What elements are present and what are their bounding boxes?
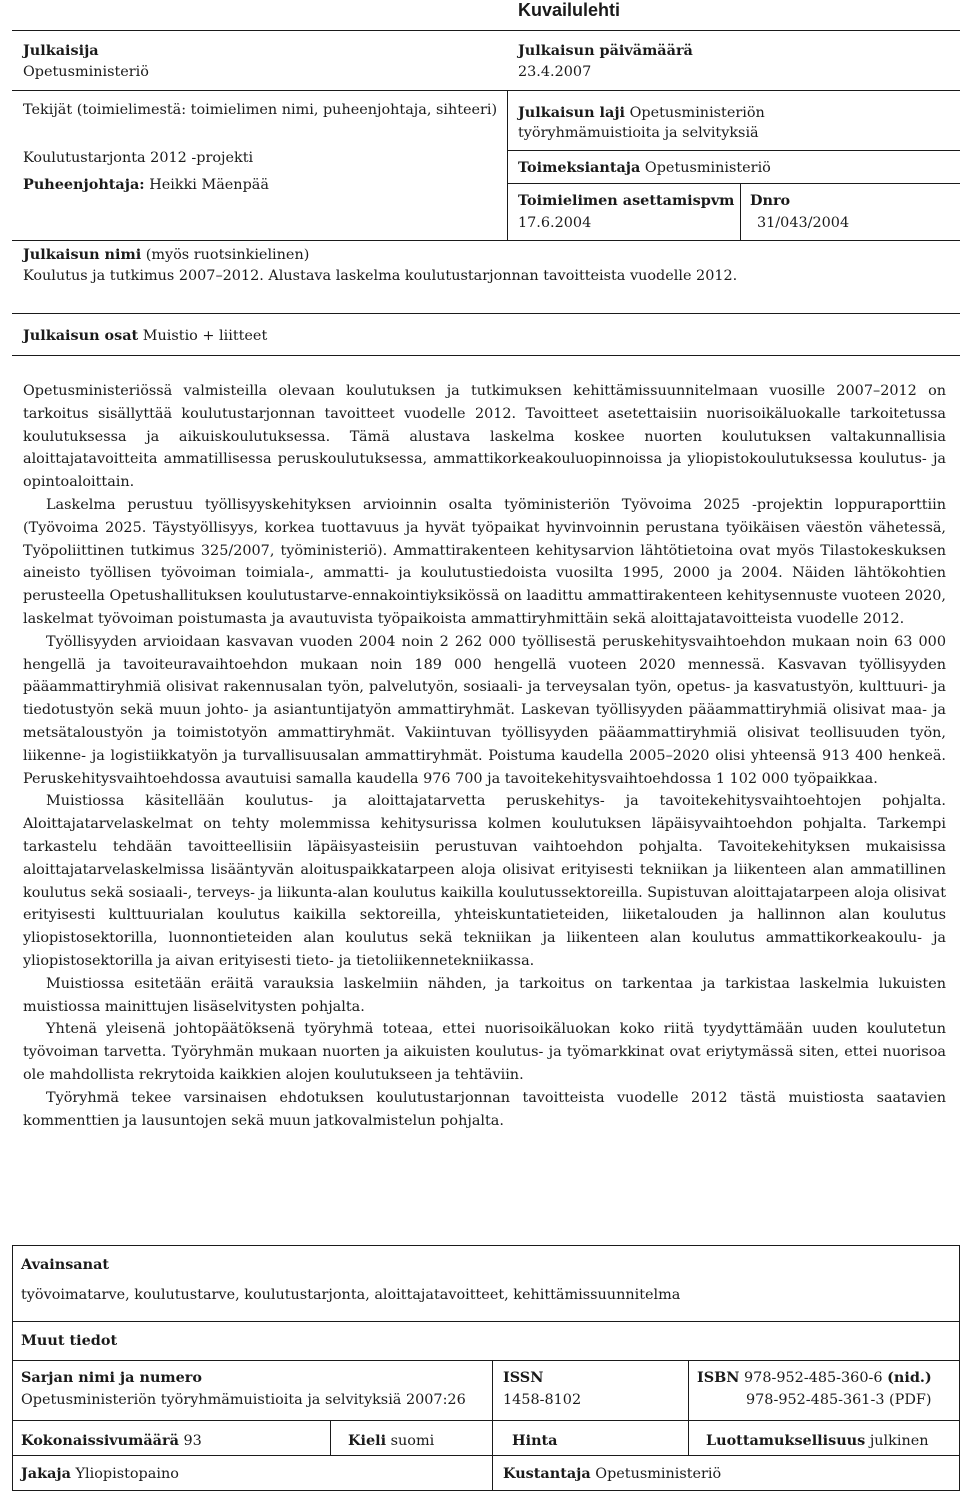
appointment-date-label: Toimielimen asettamispvm — [518, 192, 735, 209]
publication-date-value: 23.4.2007 — [518, 64, 592, 80]
top-rule — [12, 30, 960, 31]
rule-above-keywords — [12, 1245, 960, 1246]
dnro-divider — [740, 183, 741, 240]
publication-type-value-1: Opetusministeriön — [629, 105, 765, 121]
publication-name-label-note: (myös ruotsinkielinen) — [145, 247, 310, 263]
abstract-paragraph: Laskelma perustuu työllisyyskehityksen arvioinnin osalta työministeriön Työvoima 2025 -projektin loppuraporttiin (Työvoima 2025. Täystyöllisyys, korkea tuottavuus ja hyvät työpaikat hyvinvoinnin perustana työikäisen väestön vähetessä, Työpoliittinen tutkimus 325/2007, työministeriö). Ammattirakenteen kehitysarvion lähtötietoina ovat myös Tilastokeskuksen aineisto työllisen työvoiman toimiala-, ammatti- ja koulutustiedoista vuosilta 1995, 2000 ja 2004. Näiden lähtökohtien perusteella Opetushallituksen koulutustarve-ennakointiyksikössä on laadittu ammattirakenteen kehitysennuste vuoteen 2020, laskelmat työvoiman poistumasta ja avautuvista työpaikoista ammattiryhmittäin sekä aloittajatavoitteista vuodelle 2012. — [23, 496, 946, 627]
abstract-paragraph: Yhtenä yleisenä johtopäätöksenä työryhmä toteaa, ettei nuorisoikäluokan koko riitä tyydyttämään uuden koulutetun työvoiman tarvetta. Työryhmän mukaan nuorten ja aikuisten koulutus- ja työmarkkinat ovat eriytymässä siten, ettei nuorisoa ole mahdollista rekrytoida kaikkien alojen koulutukseen ja tehtäviin. — [23, 1021, 946, 1083]
page-count-value: 93 — [183, 1433, 202, 1449]
language-value: suomi — [390, 1433, 435, 1449]
rule-above-abstract — [12, 355, 960, 356]
price-confidentiality-divider — [688, 1420, 689, 1455]
isbn-value-1: 978-952-485-360-6 — [744, 1370, 883, 1386]
publication-name-value: Koulutus ja tutkimus 2007–2012. Alustava laskelma koulutustarjonnan tavoitteista vuodelle 2012. — [23, 268, 738, 284]
appointment-date-value: 17.6.2004 — [518, 215, 592, 231]
dnro-label: Dnro — [750, 192, 791, 209]
distributor-publisher-divider — [492, 1455, 493, 1490]
series-value: Opetusministeriön työryhmämuistioita ja selvityksiä 2007:26 — [21, 1392, 466, 1408]
language — [348, 1432, 434, 1449]
pages-language-divider — [330, 1420, 331, 1455]
rule-under-type — [507, 150, 960, 151]
rule-above-series — [12, 1360, 960, 1361]
authors-body-name: Koulutustarjonta 2012 -projekti — [23, 150, 254, 166]
language-price-divider — [492, 1420, 493, 1455]
isbn-value-1-note: (nid.) — [887, 1369, 932, 1386]
issn-value: 1458-8102 — [503, 1392, 582, 1408]
commissioned-by-value: Opetusministeriö — [644, 160, 771, 176]
abstract-paragraph: Työllisyyden arvioidaan kasvavan vuoden 2004 noin 2 262 000 työllisestä peruskehitysvaihtoehdon mukaan noin 63 000 hengellä ja tavoiteuravaihtoehdon mukaan noin 189 000 hengellä vuoteen 2020 mennessä. Kasvavan työllisyyden pääammattiryhmiä olisivat rakennusalan työn, palvelutyön, sosiaali- ja terveysalan työn, opetus- ja kasvatustyön, kulttuuri- ja tiedotustyön sekä muun johto- ja asiantuntijatyön ammattiryhmät. Laskevan työllisyyden pääammattiryhmiä olisivat maa- ja metsätaloustyön ja toimistotyön ammattiryhmät. Vakiintuvan työllisyyden pääammattiryhmiä olisivat teollisuuden työn, liikenne- ja logistiikkatyön ja turvallisuusalan ammattiryhmät. Poistuma kaudella 2005–2020 olisi yhteensä 913 400 henkeä. Peruskehitysvaihtoehdossa avautuisi samalla kaudella 976 700 ja tavoitekehitysvaihtoehdossa 1 102 000 työpaikkaa. — [23, 633, 946, 787]
abstract-paragraph: Muistiossa käsitellään koulutus- ja aloittajatarvetta peruskehitys- ja tavoitekehitysvaihtoehtojen pohjalta. Aloittajatarvelaskelmat on tehty molemmissa kehitysurissa kolmen koulutuksen läpäisyvaihtoehdon pohjalta. Tarkempi tarkastelu tehdään tavoitteellisiin läpäisyasteisiin perustuvan vaihtoehdon pohjalta. Tavoitekehityksen mukaisissa aloittajatarvelaskelmissa lisääntyvän aloituspaikkatarpeen aloja olisivat erityisesti tekniikan ja liikenteen alan ammatillinen koulutus sekä sosiaali-, terveys- ja liikunta-alan koulutus kaikilla koulutussektoreilla. Supistuvan aloittajatarpeen aloja olisivat erityisesti kulttuurialan koulutus kaikilla sektoreilla, yhteiskuntatieteiden, liiketalouden ja hallinnon alan koulutus yliopistosektorilla, luonnontieteiden alan koulutus sekä tekniikan ja liikenteen alan koulutus ammattikorkeakoulu- ja yliopistosektorilla ja aivan erityisesti tieto- ja tietoliikennetekniikassa. — [23, 793, 946, 969]
distributor-label: Jakaja — [21, 1465, 71, 1482]
abstract-paragraph: Työryhmä tekee varsinaisen ehdotuksen koulutustarjonnan tavoitteista vuodelle 2012 tästä muistiosta saatavien kommenttien ja lausuntojen sekä muun jatkovalmistelun pohjalta. — [23, 1089, 946, 1129]
abstract — [23, 380, 946, 1132]
publication-name-label-text: Julkaisun nimi — [23, 246, 142, 263]
distributor — [21, 1465, 179, 1482]
publisher-company — [503, 1465, 721, 1482]
issn-label: ISSN — [503, 1369, 544, 1386]
confidentiality-value: julkinen — [869, 1433, 929, 1449]
publication-parts-label: Julkaisun osat — [23, 327, 139, 344]
publisher-value: Opetusministeriö — [23, 64, 149, 80]
rule-above-parts — [12, 313, 960, 314]
publication-type — [518, 104, 765, 121]
publisher-company-value: Opetusministeriö — [595, 1466, 722, 1482]
isbn-line-1 — [697, 1369, 932, 1386]
commissioned-by — [518, 159, 771, 176]
publication-type-value-2: työryhmämuistioita ja selvityksiä — [518, 125, 759, 141]
distributor-value: Yliopistopaino — [75, 1466, 179, 1482]
issn-isbn-divider — [688, 1360, 689, 1420]
keywords-value: työvoimatarve, koulutustarve, koulutustarjonta, aloittajatavoitteet, kehittämissuunnitelma — [21, 1287, 681, 1303]
rule-under-commissioner — [507, 183, 960, 184]
publication-parts — [23, 327, 267, 344]
commissioned-by-label: Toimeksiantaja — [518, 159, 641, 176]
series-label: Sarjan nimi ja numero — [21, 1369, 202, 1386]
table-left-border — [12, 1245, 13, 1490]
rule-under-header-block — [12, 240, 960, 241]
publisher-label: Julkaisija — [23, 42, 99, 59]
confidentiality — [706, 1432, 929, 1449]
form-title: Kuvailulehti — [518, 0, 621, 20]
chair-value: Heikki Mäenpää — [149, 177, 269, 193]
publication-date-label: Julkaisun päivämäärä — [518, 42, 693, 59]
language-label: Kieli — [348, 1432, 387, 1449]
keywords-label: Avainsanat — [21, 1256, 110, 1273]
publication-name-label — [23, 246, 309, 263]
rule-under-publisher — [12, 90, 960, 91]
authors-label: Tekijät (toimielimestä: toimielimen nimi, puheenjohtaja, sihteeri) — [23, 102, 498, 118]
rule-above-distributor — [12, 1455, 960, 1456]
abstract-paragraph: Opetusministeriössä valmisteilla olevaan koulutuksen ja tutkimuksen kehittämissuunnitelmaan vuosille 2007–2012 on tarkoitus sisällyttää koulutustarjonnan tavoitteet vuodelle 2012. Tavoitteet asetettaisiin nuorisoikäluokalle tarkoitetussa koulutuksessa ja aikuiskoulutuksessa. Tämä alustava laskelma koskee nuorten koulutuksen valtakunnallisia aloittajatavoitteita ammatillisessa peruskoulutuksessa, ammattikorkeakouluopinnoissa ja yliopistokoulutuksessa koulutus- ja opintoaloittain. — [23, 383, 946, 491]
rule-above-other-info — [12, 1321, 960, 1322]
price-label: Hinta — [512, 1432, 558, 1449]
publisher-company-label: Kustantaja — [503, 1465, 591, 1482]
abstract-paragraph: Muistiossa esitetään eräitä varauksia laskelmiin nähden, ja tarkoitus on tarkentaa ja tarkistaa laskelmia lukuisten muistiossa mainittujen lisäselvitysten pohjalta. — [23, 975, 946, 1015]
isbn-value-2: 978-952-485-361-3 (PDF) — [746, 1392, 932, 1408]
chair-label: Puheenjohtaja: — [23, 176, 145, 193]
publication-type-label: Julkaisun laji — [518, 104, 626, 121]
rule-above-page-count — [12, 1420, 960, 1421]
isbn-label: ISBN — [697, 1369, 740, 1386]
dnro-value: 31/043/2004 — [757, 215, 850, 231]
header-column-divider — [507, 90, 508, 240]
authors-chair — [23, 176, 269, 193]
page-count-label: Kokonaissivumäärä — [21, 1432, 179, 1449]
bottom-rule — [12, 1490, 960, 1491]
other-info-label: Muut tiedot — [21, 1332, 118, 1349]
publication-parts-value: Muistio + liitteet — [142, 328, 268, 344]
series-issn-divider — [492, 1360, 493, 1420]
confidentiality-label: Luottamuksellisuus — [706, 1432, 866, 1449]
page-count — [21, 1432, 202, 1449]
